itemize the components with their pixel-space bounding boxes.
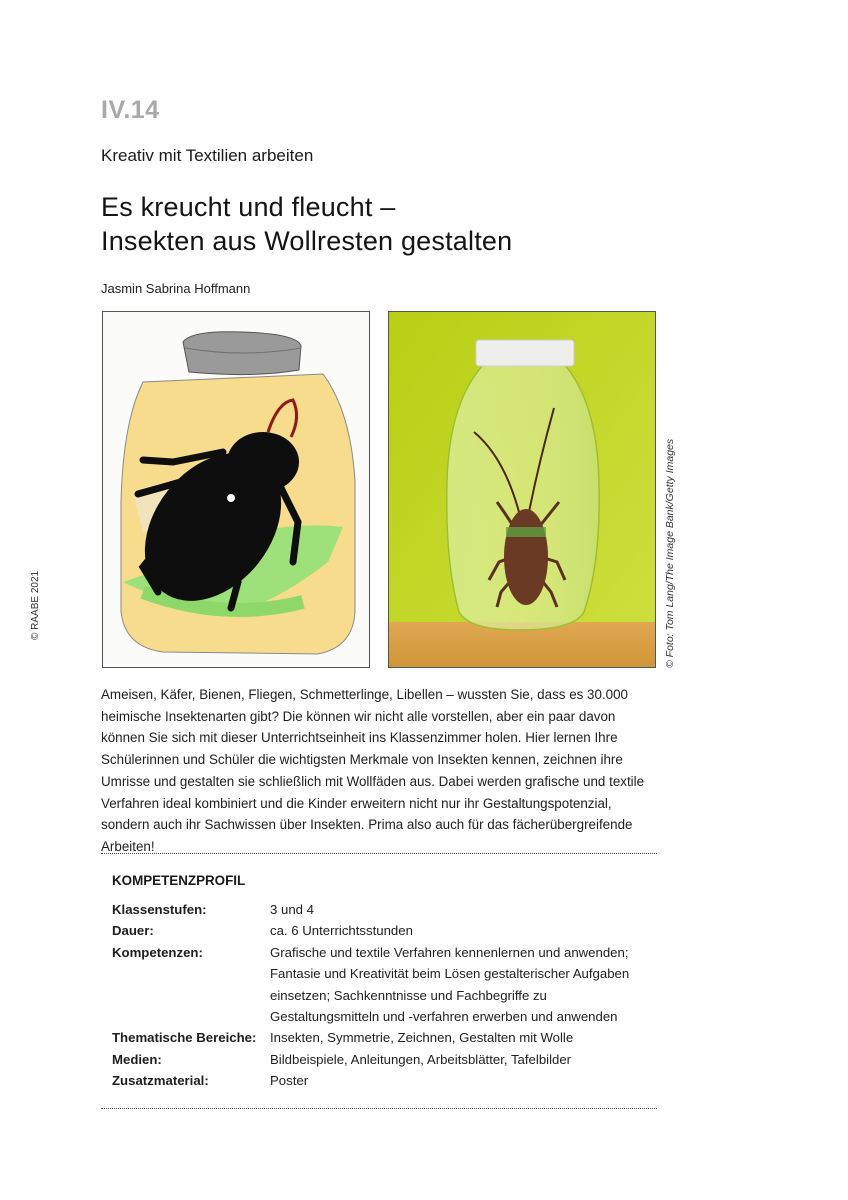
profile-value: ca. 6 Unterrichtsstunden <box>270 923 413 939</box>
profile-label: Medien: <box>112 1051 162 1067</box>
photo-credit: © Foto: Tom Lang/The Image Bank/Getty Images <box>664 438 676 668</box>
profile-row-competences <box>112 942 657 1028</box>
profile-label: Dauer: <box>112 923 154 939</box>
profile-row-media <box>112 1049 657 1070</box>
profile-value: Grafische und textile Verfahren kennenlernen und anwenden; Fantasie und Kreativität beim Lösen gestalterischer Aufgaben einsetzen; Sachkenntnisse und Fachbegriffe zu Gestaltungsmitteln und -verfahren erwerben und anwenden <box>270 944 630 1025</box>
cockroach-jar-photo <box>389 312 656 668</box>
profile-label: Klassenstufen: <box>112 902 207 917</box>
profile-row-duration <box>112 920 657 941</box>
profile-value: Bildbeispiele, Anleitungen, Arbeitsblätter, Tafelbilder <box>270 1051 572 1067</box>
figure-drawing <box>102 311 370 668</box>
intro-text: Ameisen, Käfer, Bienen, Fliegen, Schmetterlinge, Libellen – wussten Sie, dass es 30.000 heimische Insektenarten gibt? Die können wir nicht alle vorstellen, aber ein paar davon können Sie sich mit dieser Unterrichtseinheit ins Klassenzimmer holen. Hier lernen Ihre Schülerinnen und Schüler die wichtigsten Merkmale von Insekten kennen, zeichnen ihre Umrisse und gestalten sie schließlich mit Wollfäden aus. Dabei werden grafische und textile Verfahren ideal kombiniert und die Kinder erweitern nicht nur ihr Gestaltungspotenzial, sondern auch ihr Sachwissen über Insekten. Prima also auch für das fächerübergreifende Arbeiten! <box>101 687 645 854</box>
profile-label: Zusatzmaterial: <box>112 1073 209 1089</box>
divider-top <box>101 853 657 854</box>
profile-heading: KOMPETENZPROFIL <box>112 873 246 888</box>
page-title <box>101 190 512 258</box>
author: Jasmin Sabrina Hoffmann <box>101 281 251 296</box>
unit-code: IV.14 <box>101 96 160 124</box>
copyright-notice: © RAABE 2021 <box>30 570 41 640</box>
profile-row-grade <box>112 899 657 920</box>
profile-row-extra <box>112 1070 657 1091</box>
profile-row-topics <box>112 1027 657 1048</box>
figure-photo <box>388 311 656 668</box>
profile-label: Kompetenzen: <box>112 944 203 960</box>
series-title: Kreativ mit Textilien arbeiten <box>101 146 314 165</box>
divider-bottom <box>101 1108 657 1109</box>
intro-paragraph <box>101 684 661 858</box>
profile-value: 3 und 4 <box>270 902 314 917</box>
profile-value: Poster <box>270 1073 309 1089</box>
title-line-1: Es kreucht und fleucht – <box>101 192 396 222</box>
title-line-2: Insekten aus Wollresten gestalten <box>101 226 513 256</box>
beetle-drawing-image <box>103 312 370 668</box>
profile-label: Thematische Bereiche: <box>112 1030 257 1046</box>
profile-table <box>112 899 657 1092</box>
profile-value: Insekten, Symmetrie, Zeichnen, Gestalten mit Wolle <box>270 1030 574 1046</box>
